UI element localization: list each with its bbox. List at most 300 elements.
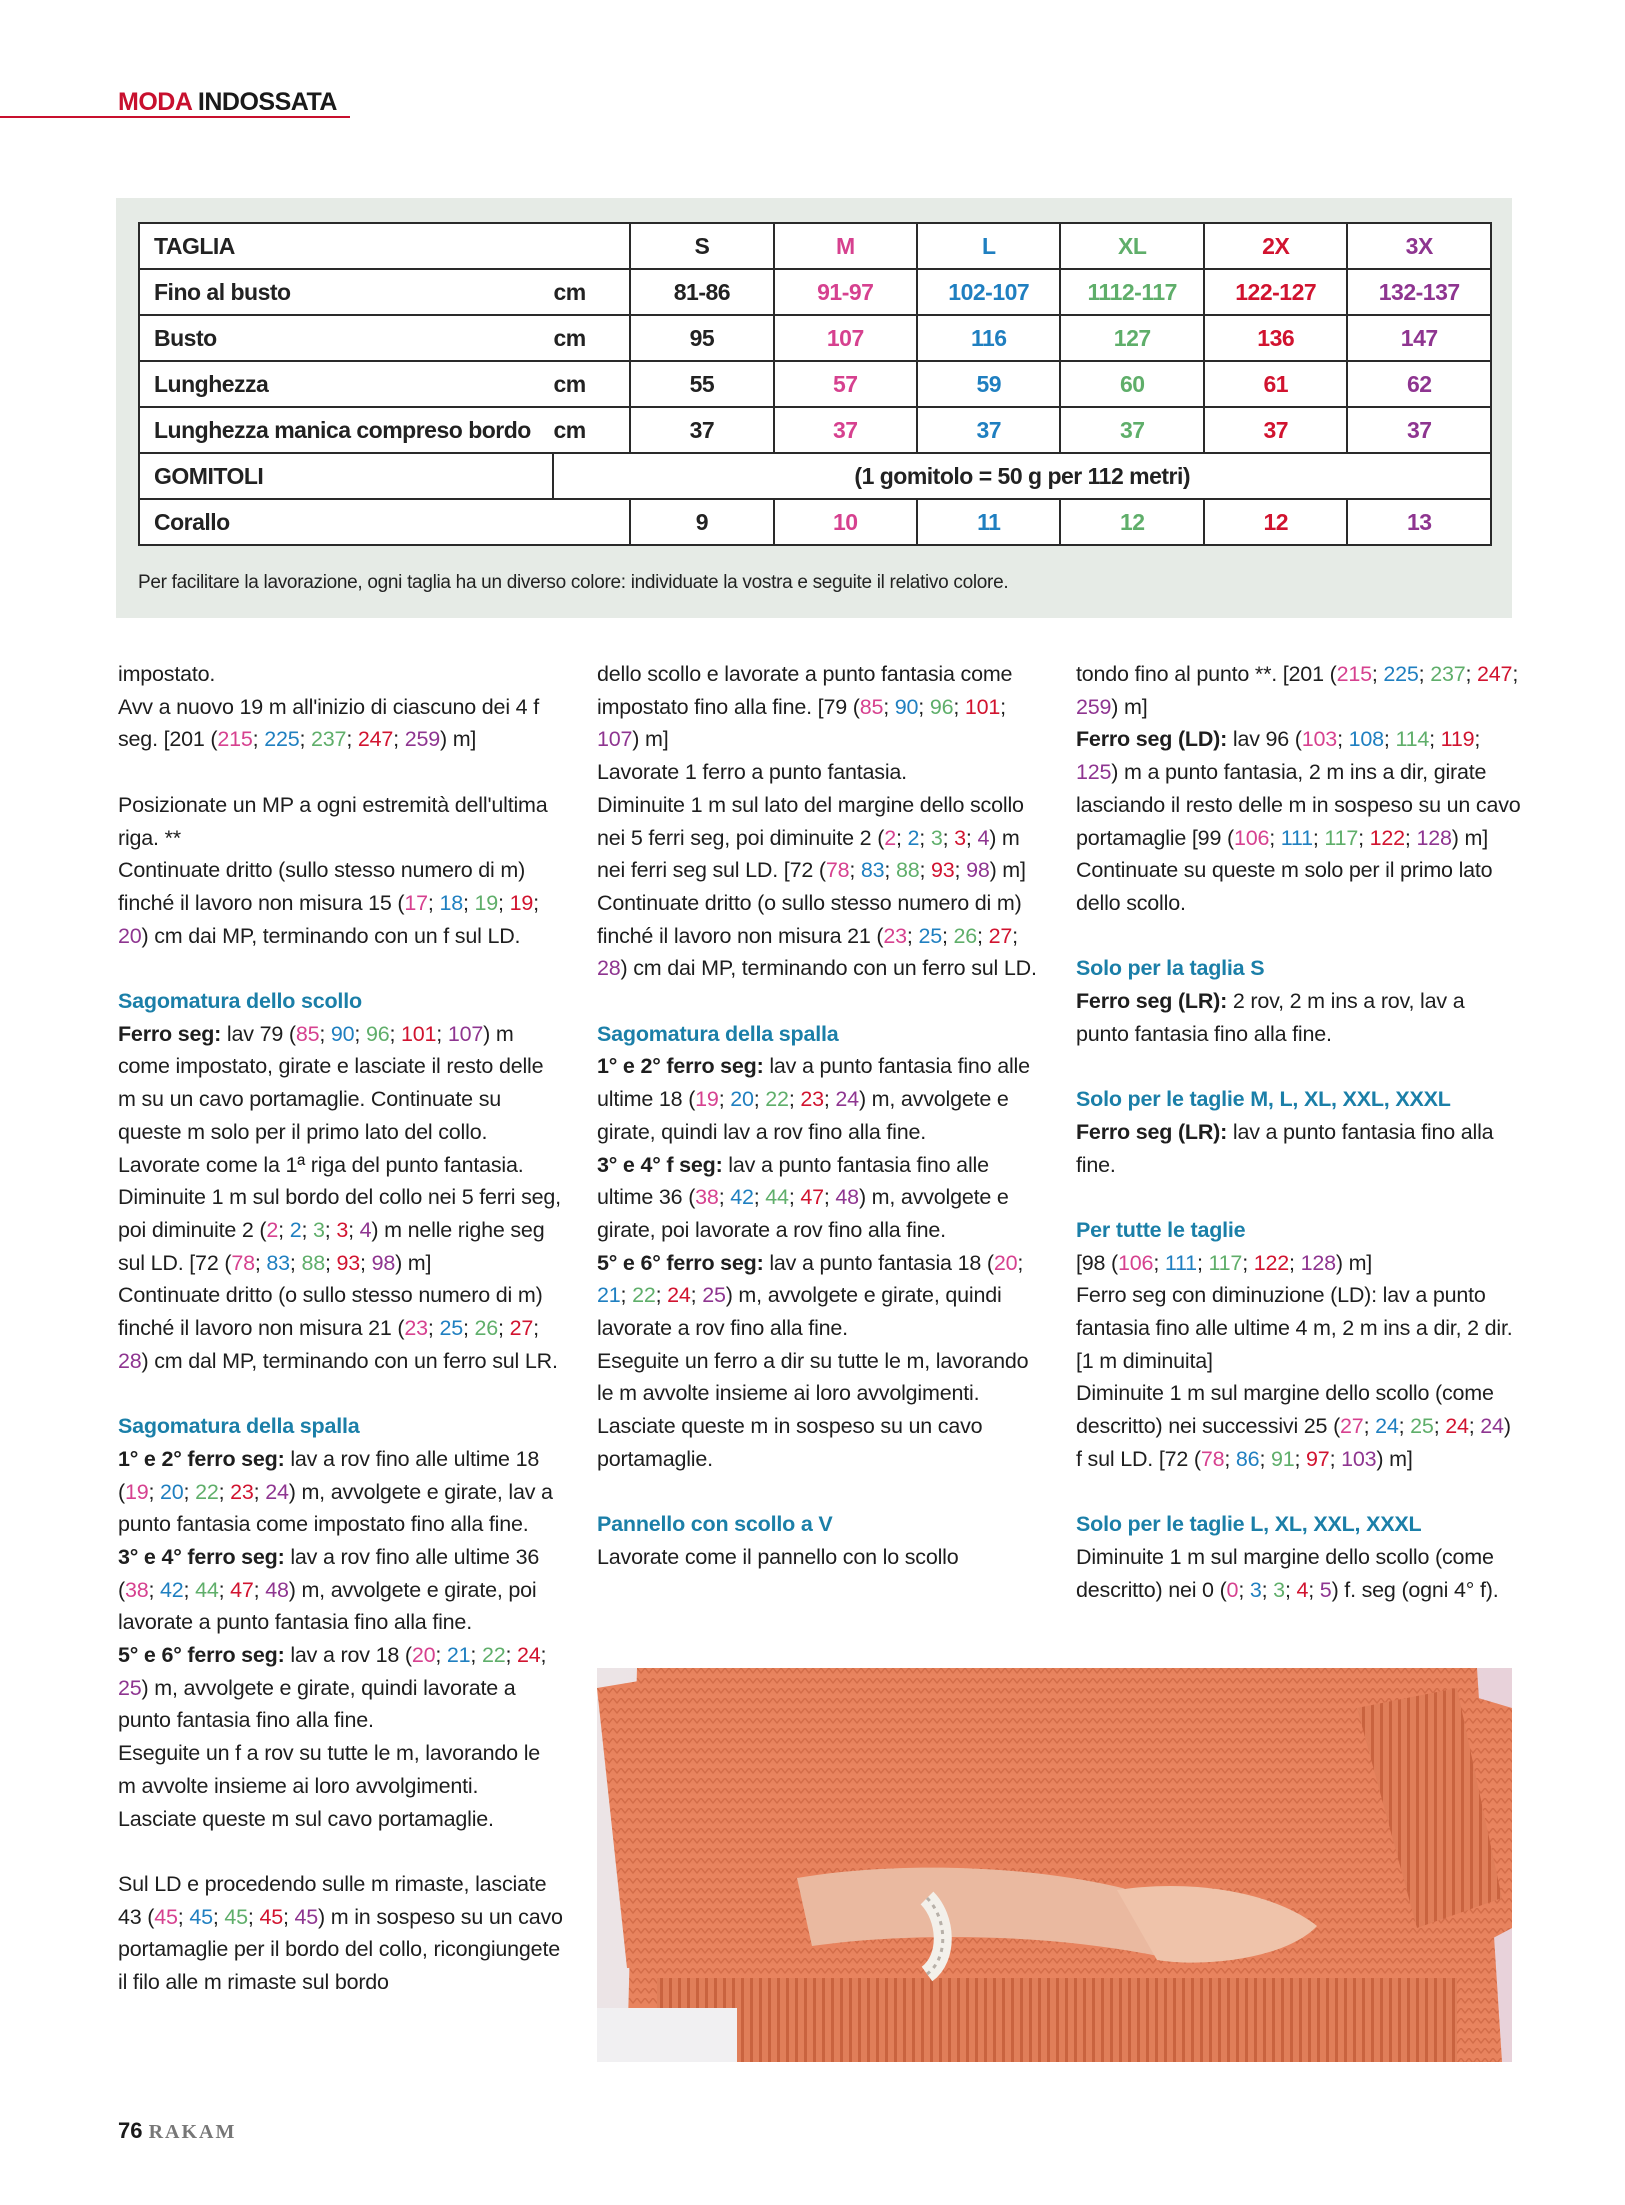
text-run: ) m, avvolgete e girate, quindi lav a rov fino alla fine.	[597, 1087, 1009, 1144]
text-run: lav 96 (	[1227, 727, 1302, 752]
size-figure: 38	[695, 1185, 719, 1210]
size-figure: 93	[931, 858, 955, 883]
size-figure: 259	[1076, 694, 1112, 719]
text-run: 2 rov, 2 m ins a rov, lav a punto fantasia fino alla fine.	[1076, 989, 1465, 1046]
paragraph	[118, 1279, 563, 1377]
size-figure: 24	[667, 1283, 691, 1308]
text-run: ;	[1398, 1414, 1411, 1439]
text-run: ;	[282, 1904, 295, 1929]
section-heading	[597, 1508, 1042, 1541]
text-run: ;	[319, 1021, 331, 1046]
row-instruction-label: 3° e 4° ferro seg:	[118, 1544, 285, 1569]
size-figure: 108	[1348, 727, 1384, 752]
text-run: Continuate dritto (sullo stesso numero di m) finché il lavoro non misura 15 (	[118, 858, 526, 915]
size-figure: 88	[301, 1250, 325, 1275]
text-run: Continuate dritto (o sullo stesso numero di m) finché il lavoro non misura 21 (	[597, 890, 1022, 948]
table-row	[139, 315, 1491, 361]
text-run: ;	[253, 1479, 266, 1504]
text-run: ;	[788, 1087, 801, 1112]
size-figure: 225	[264, 727, 300, 752]
size-figure: 237	[311, 727, 347, 752]
text-run: ;	[1465, 662, 1478, 686]
size-figure: 24	[265, 1479, 289, 1504]
size-figure: 27	[509, 1316, 534, 1341]
size-figure: 26	[953, 923, 978, 948]
paragraph	[118, 789, 563, 854]
text-run: ;	[324, 1250, 337, 1275]
text-run: ) m a punto fantasia, 2 m ins a dir, girate lasciando il resto delle m in sospeso su un cavo portamaglie [99 (	[1076, 760, 1521, 850]
size-figure: 20	[730, 1087, 754, 1112]
text-run: impostato.	[118, 662, 216, 686]
table-row	[139, 223, 1491, 269]
text-run: Lavorate come il pannello con lo scollo	[597, 1544, 959, 1569]
paragraph	[118, 691, 563, 756]
size-table-panel	[116, 198, 1512, 618]
text-run: ) cm dai MP, terminando con un f sul LD.	[141, 923, 521, 948]
size-figure: 45	[154, 1904, 178, 1929]
row-unit: cm	[553, 407, 630, 453]
text-run: lav a punto fantasia fino alle ultime 18 (	[597, 1054, 1030, 1112]
size-figure: 45	[294, 1904, 319, 1929]
size-figure: 122	[1369, 825, 1405, 850]
paragraph	[118, 1443, 563, 1541]
size-figure: 106	[1118, 1250, 1154, 1275]
size-figure: 20	[411, 1643, 436, 1668]
text-run: ;	[540, 1643, 547, 1668]
section-heading	[1076, 1508, 1521, 1541]
size-figure: 19	[124, 1479, 149, 1504]
size-figure: 4	[1296, 1577, 1309, 1602]
paragraph	[1076, 985, 1521, 1050]
size-value-4: 136	[1204, 315, 1347, 361]
text-run: ;	[941, 923, 954, 948]
paragraph	[1076, 658, 1521, 723]
text-run: ) m, avvolgete e girate, poi lavorate a rov fino alla fine.	[597, 1185, 1009, 1242]
text-run: ) m, avvolgete e girate, lav a punto fantasia come impostato fino alla fine.	[118, 1479, 553, 1537]
size-figure: 107	[447, 1021, 484, 1046]
text-run: ) m]	[632, 727, 669, 752]
size-figure: 23	[883, 923, 907, 948]
paragraph	[597, 658, 1042, 756]
text-run: Continuate dritto (o sullo stesso numero di m) finché il lavoro non misura 21 (	[118, 1283, 543, 1341]
text-run: ;	[753, 1087, 766, 1112]
sweater-photo-illustration	[597, 1668, 1512, 2062]
text-run: lav a punto fantasia fino alla fine.	[1076, 1119, 1494, 1177]
text-run: Sagomatura della spalla	[597, 1021, 839, 1046]
text-run: ;	[965, 825, 978, 850]
size-figure: 96	[365, 1021, 390, 1046]
size-value-3: 37	[1060, 407, 1204, 453]
text-run: ;	[183, 1577, 196, 1602]
paragraph	[118, 1541, 563, 1639]
text-run: ;	[977, 923, 989, 948]
section-label-red: MODA	[118, 88, 192, 116]
row-unit: cm	[553, 315, 630, 361]
text-run: tondo fino al punto **. [201 (	[1076, 662, 1337, 686]
text-run: ) m]	[395, 1250, 432, 1275]
text-run: ;	[1259, 1446, 1271, 1471]
size-figure: 111	[1164, 1250, 1197, 1275]
text-run: ) m, avvolgete e girate, poi lavorate a punto fantasia fino alla fine.	[118, 1577, 537, 1635]
size-value-2: 116	[917, 315, 1060, 361]
paragraph	[597, 1541, 1042, 1574]
text-column-2	[597, 658, 1042, 1574]
size-value-0: S	[630, 223, 773, 269]
text-run: ;	[218, 1479, 231, 1504]
size-figure: 101	[401, 1021, 437, 1046]
text-run: ;	[389, 1021, 402, 1046]
size-figure: 90	[894, 694, 919, 719]
size-value-3: 60	[1060, 361, 1204, 407]
size-figure: 114	[1395, 727, 1430, 752]
size-value-0: 37	[630, 407, 773, 453]
size-figure: 3	[930, 825, 943, 850]
text-run: Diminuite 1 m sul lato del margine dello scollo nei 5 ferri seg, poi diminuite 2 (	[597, 792, 1024, 850]
size-figure: 103	[1341, 1446, 1377, 1471]
magazine-brand: RAKAM	[148, 2121, 237, 2143]
paragraph	[118, 1639, 563, 1737]
size-figure: 22	[632, 1283, 656, 1308]
size-figure: 237	[1430, 662, 1466, 686]
text-run: ;	[278, 1217, 290, 1242]
text-run: lav a punto fantasia 18 (	[763, 1250, 994, 1275]
size-figure: 42	[730, 1185, 754, 1210]
text-run: ) f. seg (ogni 4° f).	[1331, 1577, 1499, 1602]
text-run: ) m nei ferri seg sul LD. [72 (	[597, 825, 1020, 883]
paragraph	[118, 1181, 563, 1279]
size-figure: 45	[259, 1904, 283, 1929]
text-run: Solo per le taglie L, XL, XXL, XXXL	[1076, 1512, 1422, 1537]
size-figure: 25	[439, 1316, 463, 1341]
paragraph	[118, 1737, 563, 1802]
size-figure: 103	[1301, 727, 1338, 752]
size-table	[138, 222, 1492, 546]
paragraph	[118, 1018, 563, 1149]
size-figure: 45	[189, 1904, 213, 1929]
size-figure: 19	[509, 890, 534, 915]
paragraph	[118, 1803, 563, 1836]
size-figure: 2	[289, 1217, 302, 1242]
table-row	[139, 361, 1491, 407]
text-run: lav a rov fino alle ultime 18 (	[118, 1446, 540, 1504]
size-figure: 24	[517, 1643, 541, 1668]
size-figure: 42	[160, 1577, 184, 1602]
text-run: ;	[823, 1185, 836, 1210]
text-run: ;	[254, 1250, 267, 1275]
text-column-1	[118, 658, 563, 1999]
size-figure: 25	[1410, 1414, 1434, 1439]
text-run: ;	[718, 1185, 731, 1210]
text-run: ;	[247, 1904, 260, 1929]
text-run: ;	[1433, 1414, 1446, 1439]
size-figure: 20	[118, 923, 142, 948]
size-figure: 47	[230, 1577, 254, 1602]
size-figure: 259	[404, 727, 440, 752]
size-figure: 85	[859, 694, 884, 719]
text-run: ;	[1196, 1250, 1209, 1275]
text-run: ;	[883, 694, 895, 719]
size-figure: 24	[835, 1087, 859, 1112]
text-run: ;	[1224, 1446, 1236, 1471]
size-value-2: 102-107	[917, 269, 1060, 315]
text-run: ;	[177, 1904, 190, 1929]
size-figure: 3	[336, 1217, 349, 1242]
size-figure: 93	[336, 1250, 361, 1275]
text-run: ;	[148, 1479, 161, 1504]
size-figure: 24	[1375, 1414, 1399, 1439]
text-run: ;	[788, 1185, 801, 1210]
section-heading	[1076, 1083, 1521, 1116]
text-run: Solo per la taglia S	[1076, 956, 1265, 981]
size-value-1: 37	[774, 407, 917, 453]
text-run: ;	[348, 1217, 360, 1242]
text-column-3	[1076, 658, 1521, 1606]
text-run: ;	[1242, 1250, 1254, 1275]
paragraph	[118, 1868, 563, 1999]
size-figure: 44	[765, 1185, 789, 1210]
text-run: ;	[919, 858, 931, 883]
text-run: ;	[498, 1316, 510, 1341]
size-figure: 98	[371, 1250, 396, 1275]
size-figure: 22	[195, 1479, 219, 1504]
size-figure: 2	[884, 825, 896, 850]
size-figure: 83	[860, 858, 885, 883]
size-figure: 26	[474, 1316, 499, 1341]
size-figure: 3	[954, 825, 966, 850]
row-instruction-label: 5° e 6° ferro seg:	[597, 1250, 764, 1275]
text-run: ;	[427, 1316, 440, 1341]
size-figure: 47	[800, 1185, 824, 1210]
text-run: ;	[435, 1643, 447, 1668]
size-figure: 91	[1270, 1446, 1295, 1471]
row-unit: cm	[553, 269, 630, 315]
paragraph	[118, 854, 563, 952]
text-run: ;	[299, 727, 312, 752]
section-heading	[118, 1410, 563, 1443]
size-table-note: Per facilitare la lavorazione, ogni taglia ha un diverso colore: individuate la vostra e seguite il relativo colore.	[138, 572, 1009, 593]
text-run: ;	[462, 1316, 475, 1341]
table-row-yarn	[139, 453, 1491, 499]
text-run: ;	[1358, 825, 1370, 850]
size-value-2: 37	[917, 407, 1060, 453]
size-value-3: 1112-117	[1060, 269, 1204, 315]
size-figure: 86	[1235, 1446, 1260, 1471]
text-run: Sagomatura dello scollo	[118, 989, 362, 1013]
size-figure: 90	[330, 1021, 355, 1046]
size-figure: 19	[695, 1087, 719, 1112]
size-figure: 117	[1208, 1250, 1243, 1275]
color-label: Corallo	[139, 499, 630, 545]
paragraph-gap	[118, 756, 563, 789]
sweater-photo	[597, 1668, 1512, 2062]
text-run: Lavorate come la 1ª riga del punto fantasia.	[118, 1152, 524, 1177]
text-run: Sagomatura della spalla	[118, 1414, 360, 1439]
paragraph-gap	[118, 952, 563, 985]
size-figure: 25	[118, 1675, 142, 1700]
size-value-5: 62	[1347, 361, 1491, 407]
text-run: ) m, avvolgete e girate, quindi lavorate a rov fino alla fine.	[597, 1283, 1002, 1341]
size-value-1: 107	[774, 315, 917, 361]
text-run: ;	[849, 858, 861, 883]
size-figure: 17	[404, 890, 428, 915]
table-row	[139, 269, 1491, 315]
paragraph	[1076, 1247, 1521, 1280]
row-unit	[553, 223, 630, 269]
text-run: Solo per le taglie M, L, XL, XXL, XXXL	[1076, 1087, 1451, 1112]
size-figure: 22	[765, 1087, 789, 1112]
text-run: ) m]	[989, 858, 1026, 883]
text-run: ;	[1383, 727, 1396, 752]
text-run: ;	[655, 1283, 668, 1308]
size-figure: 22	[481, 1643, 506, 1668]
paragraph	[597, 887, 1042, 985]
text-run: ;	[1261, 1577, 1274, 1602]
text-run: ) m come impostato, girate e lasciate il resto delle m su un cavo portamaglie. Continuate su queste m solo per il primo lato del collo.	[118, 1021, 544, 1144]
size-value-5: 147	[1347, 315, 1491, 361]
text-run: ;	[1012, 923, 1018, 948]
size-figure: 18	[439, 890, 463, 915]
size-figure: 28	[597, 956, 621, 981]
text-run: Continuate su queste m solo per il primo lato dello scollo.	[1076, 858, 1493, 915]
size-value-1: M	[774, 223, 917, 269]
text-run: ;	[918, 694, 930, 719]
ball-count-3: 12	[1060, 499, 1204, 545]
size-value-4: 37	[1204, 407, 1347, 453]
text-run: ) m in sospeso su un cavo portamaglie per il bordo del collo, ricongiungete il filo alle m rimaste sul bordo	[118, 1904, 563, 1995]
text-run: ;	[354, 1021, 366, 1046]
text-run: ;	[218, 1577, 231, 1602]
size-figure: 23	[230, 1479, 254, 1504]
row-label: Lunghezza manica compreso bordo	[139, 407, 553, 453]
text-run: ;	[718, 1087, 731, 1112]
text-run: lav a rov fino alle ultime 36 (	[118, 1544, 540, 1602]
row-label: Busto	[139, 315, 553, 361]
text-run: ;	[1308, 1577, 1320, 1602]
size-figure: 23	[800, 1087, 824, 1112]
paragraph-gap	[1076, 920, 1521, 953]
text-run: Diminuite 1 m sul margine dello scollo (come descritto) nei successivi 25 (	[1076, 1381, 1494, 1439]
text-run: ;	[690, 1283, 703, 1308]
size-figure: 38	[124, 1577, 149, 1602]
size-figure: 107	[597, 727, 633, 752]
size-figure: 2	[907, 825, 920, 850]
text-run: ;	[346, 727, 358, 752]
size-figure: 117	[1324, 825, 1359, 850]
row-unit: cm	[553, 361, 630, 407]
text-run: Diminuite 1 m sul margine dello scollo (come descritto) nei 0 (	[1076, 1544, 1494, 1602]
section-heading	[1076, 952, 1521, 985]
size-figure: 5	[1319, 1577, 1332, 1602]
size-figure: 2	[266, 1217, 279, 1242]
size-value-2: L	[917, 223, 1060, 269]
size-figure: 215	[1336, 662, 1372, 686]
text-run: ;	[1312, 825, 1325, 850]
size-figure: 78	[825, 858, 850, 883]
paragraph-gap	[597, 1476, 1042, 1509]
text-run: ;	[823, 1087, 836, 1112]
size-figure: 125	[1076, 760, 1112, 785]
text-run: ;	[212, 1904, 225, 1929]
size-figure: 21	[597, 1283, 621, 1308]
text-run: ;	[906, 923, 919, 948]
text-run: ) m]	[439, 727, 477, 752]
section-heading	[597, 1018, 1042, 1051]
text-run: ;	[1371, 662, 1384, 686]
size-value-0: 55	[630, 361, 773, 407]
section-heading	[1076, 1214, 1521, 1247]
text-run: Sul LD e procedendo sulle m rimaste, lasciate 43 (	[118, 1871, 547, 1929]
text-run: ;	[427, 890, 440, 915]
text-run: ;	[895, 825, 908, 850]
size-figure: 111	[1280, 825, 1313, 850]
size-figure: 97	[1306, 1446, 1330, 1471]
size-figure: 98	[966, 858, 990, 883]
size-figure: 45	[224, 1904, 248, 1929]
size-value-1: 57	[774, 361, 917, 407]
row-instruction-label: 1° e 2° ferro seg:	[597, 1054, 764, 1079]
size-figure: 3	[1249, 1577, 1262, 1602]
paragraph	[1076, 1377, 1521, 1475]
text-run: ) m]	[1335, 1250, 1373, 1275]
paragraph-gap	[118, 1377, 563, 1410]
size-figure: 85	[295, 1021, 320, 1046]
row-instruction-label: Ferro seg (LR):	[1076, 989, 1228, 1014]
paragraph-gap	[1076, 1181, 1521, 1214]
table-row	[139, 407, 1491, 453]
text-run: dello scollo e lavorate a punto fantasia come impostato fino alla fine. [79 (	[597, 662, 1013, 719]
size-figure: 88	[895, 858, 920, 883]
size-figure: 4	[977, 825, 990, 850]
size-figure: 48	[265, 1577, 289, 1602]
text-run: ;	[942, 825, 955, 850]
size-figure: 23	[404, 1316, 428, 1341]
paragraph-gap	[118, 1835, 563, 1868]
size-figure: 48	[835, 1185, 859, 1210]
text-run: ;	[252, 727, 265, 752]
size-value-4: 61	[1204, 361, 1347, 407]
size-figure: 44	[195, 1577, 219, 1602]
size-value-4: 122-127	[1204, 269, 1347, 315]
size-figure: 128	[1416, 825, 1452, 850]
paragraph	[597, 1050, 1042, 1148]
section-header	[118, 88, 337, 117]
paragraph	[1076, 723, 1521, 854]
paragraph	[597, 1345, 1042, 1476]
size-figure: 247	[357, 727, 394, 752]
text-run: ;	[324, 1217, 337, 1242]
text-run: ;	[1363, 1414, 1376, 1439]
text-run: lav 79 (	[221, 1021, 296, 1046]
row-label: TAGLIA	[139, 223, 553, 269]
ball-count-0: 9	[630, 499, 773, 545]
text-run: ;	[884, 858, 896, 883]
text-run: ) m]	[1451, 825, 1488, 850]
text-run: Lavorate 1 ferro a punto fantasia.	[597, 760, 907, 785]
size-figure: 106	[1233, 825, 1270, 850]
text-run: ;	[148, 1577, 161, 1602]
text-run: Ferro seg con diminuzione (LD): lav a punto fantasia fino alle ultime 4 m, 2 m ins a dir, 2 dir. [1 m diminuita]	[1076, 1283, 1513, 1373]
text-run: ;	[1418, 662, 1431, 686]
section-heading	[118, 985, 563, 1018]
size-figure: 247	[1477, 662, 1513, 686]
text-run: ;	[436, 1021, 448, 1046]
row-label: Lunghezza	[139, 361, 553, 407]
text-run: Posizionate un MP a ogni estremità dell'ultima riga. **	[118, 792, 548, 850]
size-figure: 20	[160, 1479, 184, 1504]
size-figure: 24	[1445, 1414, 1469, 1439]
paragraph	[1076, 854, 1521, 919]
text-run: ) cm dal MP, terminando con un ferro sul LR.	[141, 1348, 558, 1373]
